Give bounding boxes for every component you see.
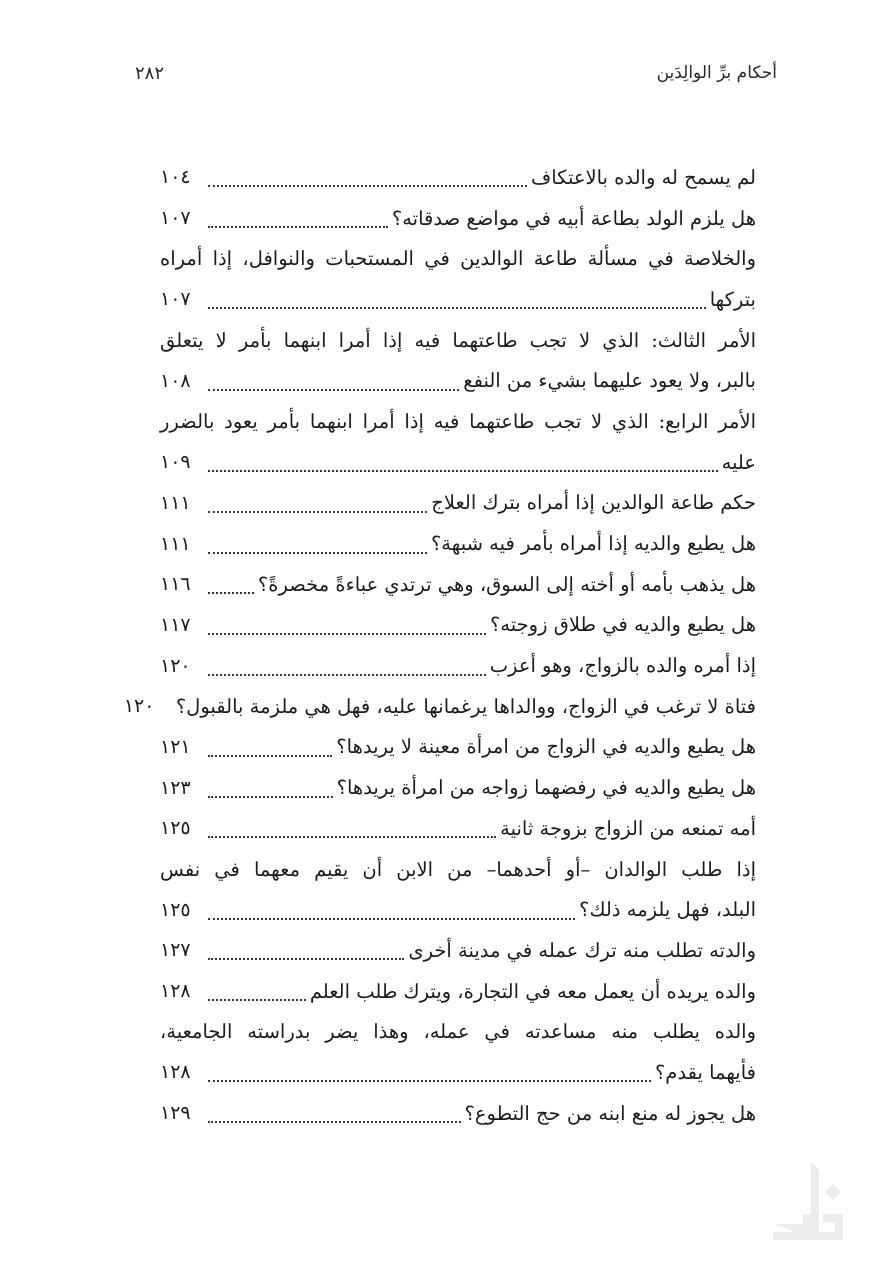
- dot-leader: [208, 497, 427, 513]
- toc-entry-text: أمه تمنعه من الزواج بزوجة ثانية: [500, 816, 756, 840]
- toc-entry-text: الأمر الثالث: الذي لا تجب طاعتهما فيه إذا أمرا ابنهما بأمر لا يتعلق: [160, 328, 756, 352]
- toc-entry[interactable]: [160, 1093, 756, 1134]
- toc-page-number: ١٢٠: [123, 695, 155, 718]
- toc-page-number: ١١٧: [160, 613, 191, 636]
- toc-entry[interactable]: [160, 279, 756, 320]
- toc-entry-continued-line: [160, 320, 756, 361]
- toc-entry-text: فأيهما يقدم؟: [654, 1060, 756, 1084]
- toc-page-number: ١٠٤: [160, 166, 191, 189]
- toc-entry-text: هل يطيع والديه في طلاق زوجته؟: [489, 613, 756, 637]
- toc-entry-text: بتركها: [709, 287, 756, 311]
- toc-entry-text: عليه: [721, 450, 756, 474]
- dot-leader: [208, 538, 427, 554]
- toc-entry-text: فتاة لا ترغب في الزواج، ووالداها يرغمانها عليه، فهل هي ملزمة بالقبول؟: [175, 694, 756, 718]
- toc-entry[interactable]: [160, 360, 756, 401]
- page-number: ٢٨٢: [135, 62, 165, 84]
- toc-entry-text: البلد، فهل يلزمه ذلك؟: [579, 898, 756, 922]
- logo-stroke-vertical: [811, 1162, 819, 1240]
- dot-leader: [208, 660, 486, 676]
- toc-entry-text: لم يسمح له والده بالاعتكاف: [531, 165, 756, 189]
- toc-page-number: ١٢٨: [160, 1061, 191, 1084]
- page-header: [135, 58, 777, 88]
- dot-leader: [208, 456, 718, 472]
- dot-leader: [208, 1107, 461, 1123]
- toc-entry[interactable]: [160, 930, 756, 971]
- toc-entry[interactable]: [160, 442, 756, 483]
- dot-leader: [208, 578, 254, 594]
- toc-page-number: ١٢٥: [160, 898, 191, 921]
- toc-entry-text: إذا أمره والده بالزواج، وهو أعزب: [489, 654, 756, 678]
- toc-entry-text: حكم طاعة الوالدين إذا أمراه بترك العلاج: [431, 491, 756, 515]
- dot-leader: [208, 1066, 651, 1082]
- toc-page-number: ١١٦: [160, 573, 191, 596]
- logo-dot: [825, 1184, 841, 1200]
- toc-entry-text: بالبر، ولا يعود عليهما بشيء من النفع: [463, 369, 756, 393]
- table-of-contents: [123, 157, 756, 1134]
- toc-entry-continued-line: [160, 238, 756, 279]
- toc-entry[interactable]: [160, 605, 756, 646]
- toc-page-number: ١٢٠: [160, 654, 191, 677]
- toc-page-number: ١٢٨: [160, 980, 191, 1003]
- dot-leader: [208, 293, 706, 309]
- logo-shapes: [773, 1162, 843, 1240]
- toc-page-number: ١٢٥: [160, 817, 191, 840]
- toc-entry-text: هل يطيع والديه في الزواج من امرأة معينة لا يريدها؟: [336, 735, 756, 759]
- dot-leader: [208, 741, 332, 757]
- toc-entry-continued-line: [160, 849, 756, 890]
- toc-entry[interactable]: [160, 198, 756, 239]
- toc-entry-text: والده يطلب منه مساعدته في عمله، وهذا يضر بدراسته الجامعية،: [160, 1020, 756, 1044]
- toc-entry[interactable]: [160, 767, 756, 808]
- toc-page-number: ١١١: [160, 491, 191, 514]
- toc-page-number: ١٠٨: [160, 369, 191, 392]
- toc-entry-text: والخلاصة في مسألة طاعة الوالدين في المستحبات والنوافل، إذا أمراه: [160, 247, 756, 271]
- toc-page-number: ١٢٧: [160, 939, 191, 962]
- toc-page-number: ١٠٩: [160, 451, 191, 474]
- toc-entry-continued-line: [160, 401, 756, 442]
- dot-leader: [208, 904, 575, 920]
- toc-page-number: ١٠٧: [160, 207, 191, 230]
- dot-leader: [208, 375, 459, 391]
- toc-entry[interactable]: [160, 971, 756, 1012]
- dot-leader: [208, 212, 388, 228]
- toc-page-number: ١٢١: [160, 735, 191, 758]
- toc-entry-text: إذا طلب الوالدان –أو أحدهما– من الابن أن يقيم معهما في نفس: [160, 857, 756, 881]
- toc-entry[interactable]: [160, 523, 756, 564]
- toc-entry[interactable]: [160, 483, 756, 524]
- toc-entry-text: هل يذهب بأمه أو أخته إلى السوق، وهي ترتدي عباءةً مخصرةً؟: [257, 572, 756, 596]
- toc-entry-text: والده يريده أن يعمل معه في التجارة، ويترك طلب العلم: [309, 979, 756, 1003]
- toc-entry-text: هل يلزم الولد بطاعة أبيه في مواضع صدقاته؟: [391, 206, 756, 230]
- toc-page-number: ١١١: [160, 532, 191, 555]
- toc-entry-text: هل يجوز له منع ابنه من حج التطوع؟: [464, 1101, 756, 1125]
- toc-entry[interactable]: [160, 889, 756, 930]
- toc-entry-text: هل يطيع والديه في رفضهما زواجه من امرأة يريدها؟: [336, 776, 756, 800]
- dot-leader: [208, 619, 486, 635]
- toc-entry-continued-line: [160, 1011, 756, 1052]
- dot-leader: [208, 944, 404, 960]
- logo-stroke-base: [773, 1214, 811, 1240]
- logo-stroke-right: [819, 1214, 843, 1240]
- toc-entry[interactable]: [160, 564, 756, 605]
- toc-page-number: ١٢٩: [160, 1102, 191, 1125]
- running-title: أحكام برِّ الوالِدَين: [656, 63, 777, 83]
- toc-page-number: ١٢٣: [160, 776, 191, 799]
- dot-leader: [208, 985, 306, 1001]
- toc-entry[interactable]: [123, 686, 756, 727]
- toc-entry[interactable]: [160, 1052, 756, 1093]
- toc-entry[interactable]: [160, 727, 756, 768]
- toc-entry[interactable]: [160, 157, 756, 198]
- toc-entry-text: والدته تطلب منه ترك عمله في مدينة أخرى: [408, 938, 756, 962]
- toc-page-number: ١٠٧: [160, 288, 191, 311]
- toc-entry-text: هل يطيع والديه إذا أمراه بأمر فيه شبهة؟: [430, 532, 756, 556]
- dot-leader: [208, 782, 333, 798]
- toc-entry[interactable]: [160, 808, 756, 849]
- dot-leader: [208, 171, 527, 187]
- toc-entry-text: الأمر الرابع: الذي لا تجب طاعتهما فيه إذا أمرا ابنهما بأمر يعود بالضرر: [160, 409, 756, 433]
- toc-entry[interactable]: [160, 645, 756, 686]
- dot-leader: [208, 822, 496, 838]
- zad-logo-watermark: [763, 1144, 863, 1254]
